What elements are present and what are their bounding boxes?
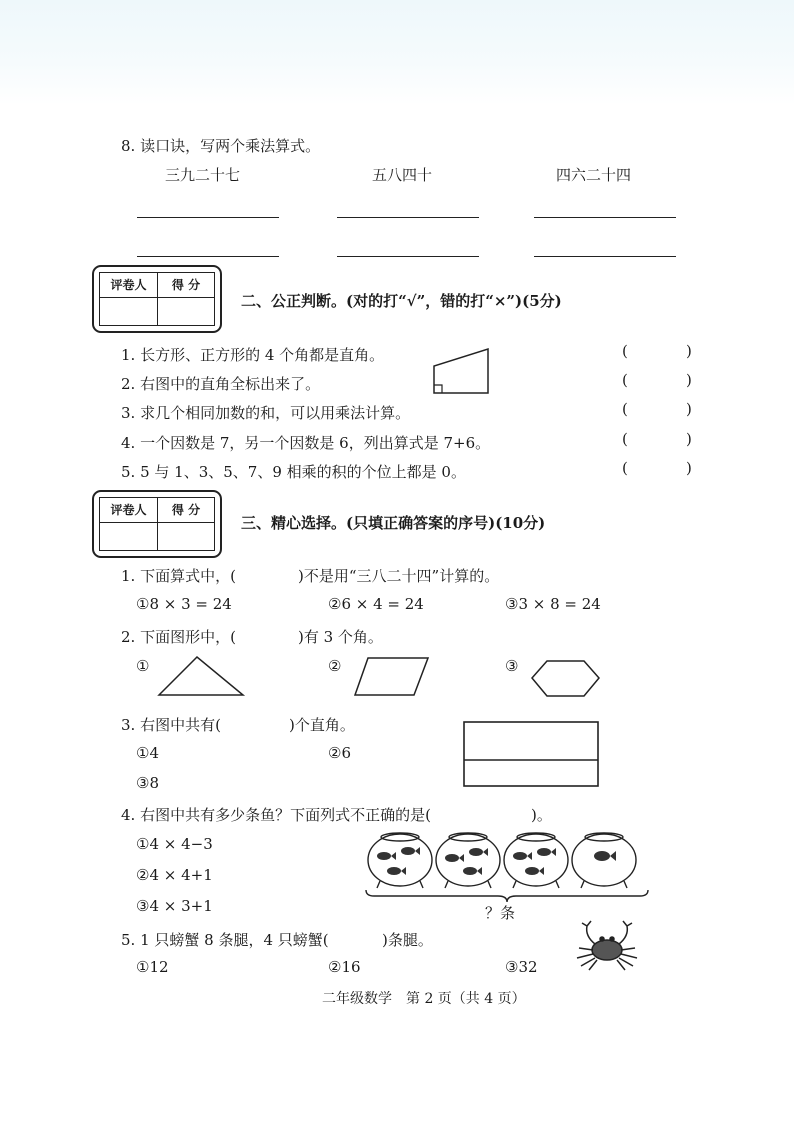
score-box	[92, 265, 222, 333]
choice-q3-stem-start: 3. 右图中共有(	[121, 716, 221, 734]
page-footer: 二年级数学 第 2 页（共 4 页）	[322, 991, 526, 1007]
choice-q2-stem-end: )有 3 个角。	[298, 628, 383, 646]
q4-option-2[interactable]: ②4 × 4+1	[136, 866, 213, 884]
answer-paren-open: (	[622, 342, 628, 360]
answer-paren-close: )	[686, 459, 692, 477]
crab-icon	[571, 918, 643, 972]
section-2-title: 二、公正判断。(对的打“√”，错的打“×”)(5分)	[241, 292, 562, 310]
q1-option-1[interactable]: ①8 × 3 = 24	[136, 595, 232, 613]
judge-item-4: 4. 一个因数是 7，另一个因数是 6，列出算式是 7+6。	[121, 434, 491, 452]
answer-line[interactable]	[137, 217, 279, 218]
trapezoid-figure	[430, 347, 492, 397]
choice-q1-stem-start: 1. 下面算式中，(	[121, 567, 236, 585]
q8-title: 8. 读口诀，写两个乘法算式。	[121, 137, 321, 155]
grader-label: 评卷人	[110, 503, 147, 517]
q2-option-3[interactable]: ③	[505, 657, 519, 675]
brace-label: ？条	[485, 904, 516, 922]
fishbowls-figure	[362, 826, 652, 902]
answer-line[interactable]	[337, 217, 479, 218]
q5-option-2[interactable]: ②16	[328, 958, 361, 976]
answer-line[interactable]	[534, 256, 676, 257]
score-box	[92, 490, 222, 558]
answer-paren-open: (	[622, 459, 628, 477]
q8-rhyme-3: 四六二十四	[556, 166, 632, 184]
rectangle-figure	[462, 720, 600, 790]
q4-option-1[interactable]: ①4 × 4−3	[136, 835, 213, 853]
choice-q4-stem-start: 4. 右图中共有多少条鱼？下面列式不正确的是(	[121, 806, 431, 824]
parallelogram-figure	[352, 655, 432, 699]
q5-option-3[interactable]: ③32	[505, 958, 538, 976]
answer-paren-close: )	[686, 430, 692, 448]
choice-q5-stem-end: )条腿。	[382, 931, 433, 949]
answer-paren-close: )	[686, 371, 692, 389]
q8-rhyme-1: 三九二十七	[165, 166, 241, 184]
q1-option-3[interactable]: ③3 × 8 = 24	[505, 595, 601, 613]
answer-paren-open: (	[622, 430, 628, 448]
q3-option-2[interactable]: ②6	[328, 744, 351, 762]
q1-option-2[interactable]: ②6 × 4 = 24	[328, 595, 424, 613]
score-label: 得 分	[171, 503, 201, 517]
grader-label: 评卷人	[110, 278, 147, 292]
judge-item-1: 1. 长方形、正方形的 4 个角都是直角。	[121, 346, 385, 364]
triangle-figure	[155, 653, 247, 699]
choice-q3-stem-end: )个直角。	[289, 716, 355, 734]
hexagon-figure	[529, 658, 603, 700]
q4-option-3[interactable]: ③4 × 3+1	[136, 897, 213, 915]
answer-paren-open: (	[622, 400, 628, 418]
section-3-title: 三、精心选择。(只填正确答案的序号)(10分)	[241, 514, 546, 532]
scan-header-band	[0, 0, 794, 105]
score-label: 得 分	[171, 278, 201, 292]
choice-q1-stem-end: )不是用“三八二十四”计算的。	[298, 567, 500, 585]
q3-option-3[interactable]: ③8	[136, 774, 159, 792]
answer-line[interactable]	[137, 256, 279, 257]
answer-line[interactable]	[534, 217, 676, 218]
judge-item-2: 2. 右图中的直角全标出来了。	[121, 375, 321, 393]
choice-q4-stem-end: )。	[531, 806, 552, 824]
answer-paren-open: (	[622, 371, 628, 389]
judge-item-5: 5. 5 与 1、3、5、7、9 相乘的积的个位上都是 0。	[121, 463, 466, 481]
q2-option-1[interactable]: ①	[136, 657, 150, 675]
answer-line[interactable]	[337, 256, 479, 257]
judge-item-3: 3. 求几个相同加数的和，可以用乘法计算。	[121, 404, 411, 422]
answer-paren-close: )	[686, 342, 692, 360]
q2-option-2[interactable]: ②	[328, 657, 342, 675]
choice-q2-stem-start: 2. 下面图形中，(	[121, 628, 236, 646]
q8-rhyme-2: 五八四十	[372, 166, 433, 184]
choice-q5-stem-start: 5. 1 只螃蟹 8 条腿，4 只螃蟹(	[121, 931, 329, 949]
q3-option-1[interactable]: ①4	[136, 744, 159, 762]
q5-option-1[interactable]: ①12	[136, 958, 169, 976]
answer-paren-close: )	[686, 400, 692, 418]
